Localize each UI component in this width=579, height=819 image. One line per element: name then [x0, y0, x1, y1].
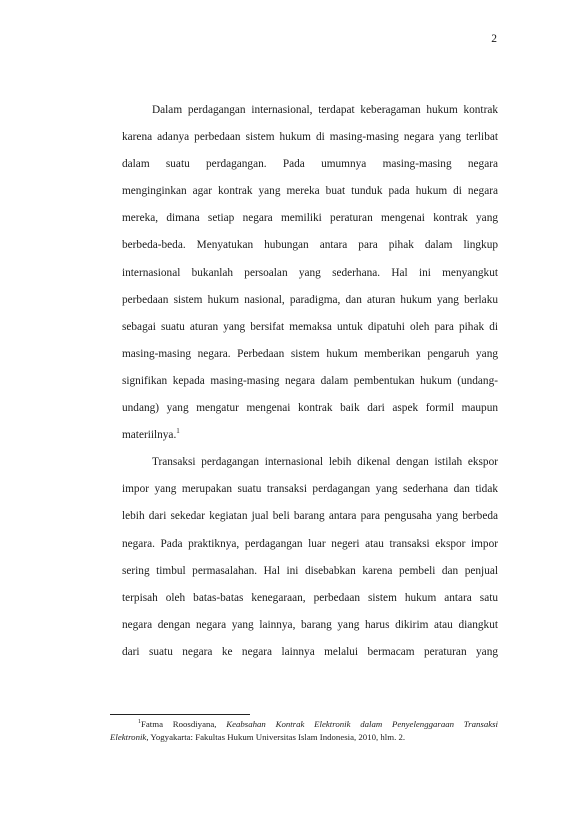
- footnote-number: 1: [138, 719, 141, 726]
- footnote-line: [110, 731, 498, 744]
- text-line: dari suatu negara ke negara lainnya melalui bermacam peraturan yang: [122, 645, 498, 658]
- text-line: berbeda-beda. Menyatukan hubungan antara para pihak dalam lingkup: [122, 239, 498, 252]
- text-line: perbedaan sistem hukum nasional, paradigma, dan aturan hukum yang berlaku: [122, 293, 498, 306]
- text-line: sering timbul permasalahan. Hal ini disebabkan karena pembeli dan penjual: [122, 564, 498, 577]
- page-number: 2: [491, 33, 497, 45]
- footnote: [110, 718, 498, 743]
- text-line: masing-masing negara. Perbedaan sistem hukum memberikan pengaruh yang: [122, 347, 498, 360]
- text-line: menginginkan agar kontrak yang mereka buat tunduk pada hukum di negara: [122, 185, 498, 198]
- footnote-divider: [110, 714, 250, 715]
- text-line: Transaksi perdagangan internasional lebih dikenal dengan istilah ekspor: [152, 456, 498, 469]
- text-line: karena adanya perbedaan sistem hukum di masing-masing negara yang terlibat: [122, 131, 498, 144]
- text-line: negara dengan negara yang lainnya, barang yang harus dikirim atau diangkut: [122, 618, 498, 631]
- text-line: terpisah oleh batas-batas kenegaraan, perbedaan sistem hukum antara satu: [122, 591, 498, 604]
- paragraph-2: [122, 449, 498, 666]
- footnote-author: Fatma Roosdiyana,: [141, 719, 227, 729]
- text-line: sebagai suatu aturan yang bersifat memaksa untuk dipatuhi oleh para pihak di: [122, 320, 498, 333]
- footnote-title-continued: Elektronik: [110, 731, 147, 742]
- text-line: lebih dari sekedar kegiatan jual beli barang antara para pengusaha yang berbeda: [122, 510, 498, 523]
- text-line: [122, 422, 498, 449]
- body-text: [122, 97, 498, 666]
- text-line: Dalam perdagangan internasional, terdapat keberagaman hukum kontrak: [152, 104, 498, 116]
- text-line: signifikan kepada masing-masing negara dalam pembentukan hukum (undang-: [122, 374, 498, 387]
- footnote-line: [110, 718, 498, 731]
- footnote-title: Keabsahan Kontrak Elektronik dalam Penyelenggaraan Transaksi: [226, 719, 498, 729]
- text-line-content: materiilnya.: [122, 429, 177, 442]
- paragraph-1: [122, 97, 498, 449]
- text-line: internasional bukanlah persoalan yang sederhana. Hal ini menyangkut: [122, 266, 498, 279]
- text-line: negara. Pada praktiknya, perdagangan luar negeri atau transaksi ekspor impor: [122, 537, 498, 550]
- text-line: dalam suatu perdagangan. Pada umumnya masing-masing negara: [122, 158, 498, 171]
- footnote-reference[interactable]: 1: [176, 427, 180, 436]
- text-line: mereka, dimana setiap negara memiliki peraturan mengenai kontrak yang: [122, 212, 498, 225]
- text-line: undang) yang mengatur mengenai kontrak baik dari aspek formil maupun: [122, 402, 498, 415]
- footnote-publisher: , Yogyakarta: Fakultas Hukum Universitas Islam Indonesia, 2010, hlm. 2.: [146, 731, 406, 742]
- text-line: impor yang merupakan suatu transaksi perdagangan yang sederhana dan tidak: [122, 483, 498, 496]
